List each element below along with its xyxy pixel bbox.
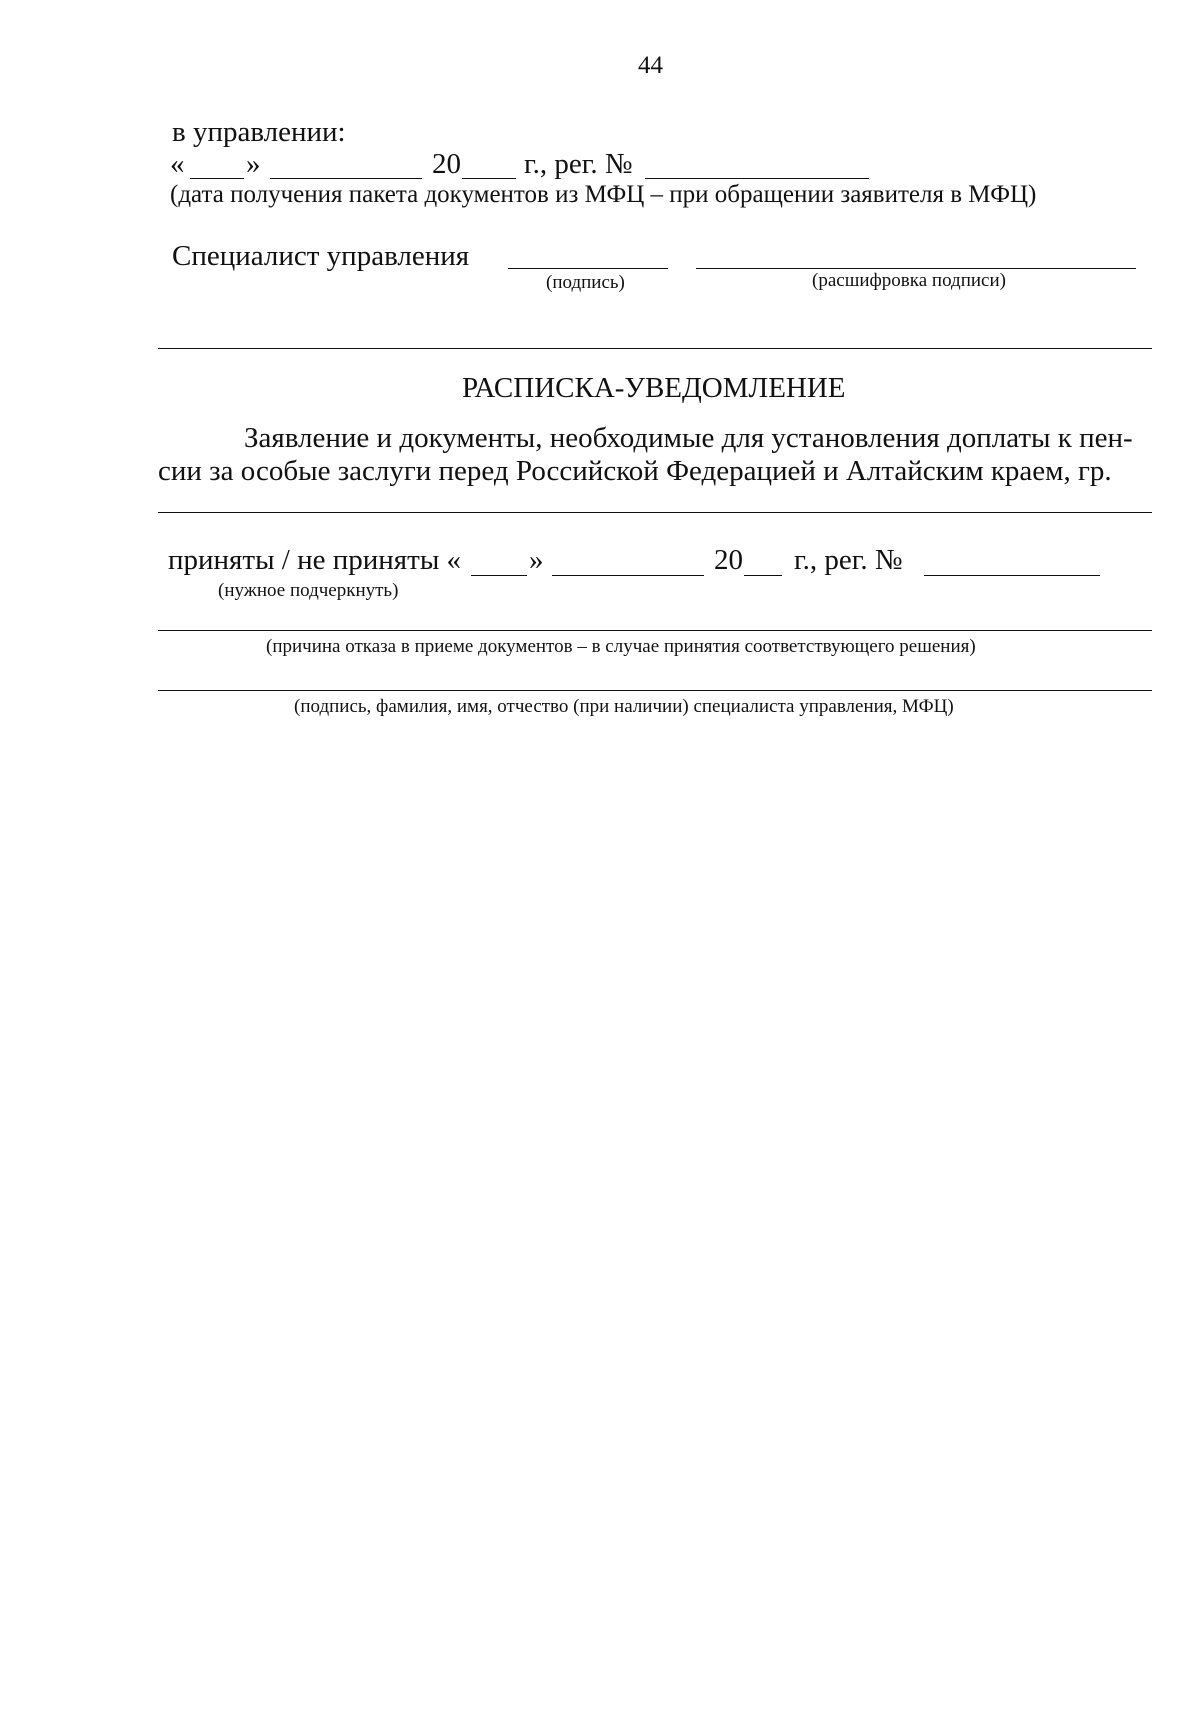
intro-label: в управлении: (172, 116, 346, 148)
signature-fio-caption: (подпись, фамилия, имя, отчество (при наличии) специалиста управления, МФЦ) (294, 696, 954, 717)
applicant-name-blank[interactable] (158, 512, 1152, 513)
signature-fio-blank[interactable] (158, 690, 1152, 691)
month-blank[interactable] (270, 178, 422, 179)
underline-hint: (нужное подчеркнуть) (218, 580, 399, 601)
accepted-month-blank[interactable] (552, 575, 704, 576)
accepted-year-prefix: 20 (714, 544, 743, 576)
date-note: (дата получения пакета документов из МФЦ – при обращении заявителя в МФЦ) (170, 181, 1037, 208)
accepted-reg-label: г., рег. № (794, 544, 903, 576)
year-blank[interactable] (462, 178, 516, 179)
accepted-year-blank[interactable] (744, 575, 782, 576)
specialist-label: Специалист управления (172, 240, 470, 272)
reg-number-label: г., рег. № (524, 148, 633, 180)
date-close-quote: » (246, 148, 261, 180)
receipt-text-line1: Заявление и документы, необходимые для установления доплаты к пен- (244, 422, 1133, 454)
signature-decoding-caption: (расшифровка подписи) (812, 270, 1006, 291)
signature-decoding-blank[interactable] (696, 268, 1136, 269)
page-number: 44 (638, 52, 663, 79)
signature-caption: (подпись) (546, 272, 625, 293)
signature-blank[interactable] (508, 268, 668, 269)
accepted-day-blank[interactable] (471, 575, 527, 576)
receipt-text-line2: сии за особые заслуги перед Российской Федерацией и Алтайским краем, гр. (158, 455, 1112, 487)
accepted-close-quote: » (529, 544, 544, 576)
date-open-quote: « (170, 148, 185, 180)
accepted-label: приняты / не приняты « (168, 544, 462, 576)
refusal-caption: (причина отказа в приеме документов – в случае принятия соответствующего решения) (266, 636, 976, 657)
receipt-title: РАСПИСКА-УВЕДОМЛЕНИЕ (462, 372, 846, 404)
refusal-reason-blank[interactable] (158, 630, 1152, 631)
day-blank[interactable] (190, 178, 244, 179)
reg-number-blank[interactable] (645, 178, 869, 179)
year-prefix: 20 (432, 148, 461, 180)
accepted-reg-number-blank[interactable] (924, 575, 1100, 576)
section-divider (158, 348, 1152, 349)
